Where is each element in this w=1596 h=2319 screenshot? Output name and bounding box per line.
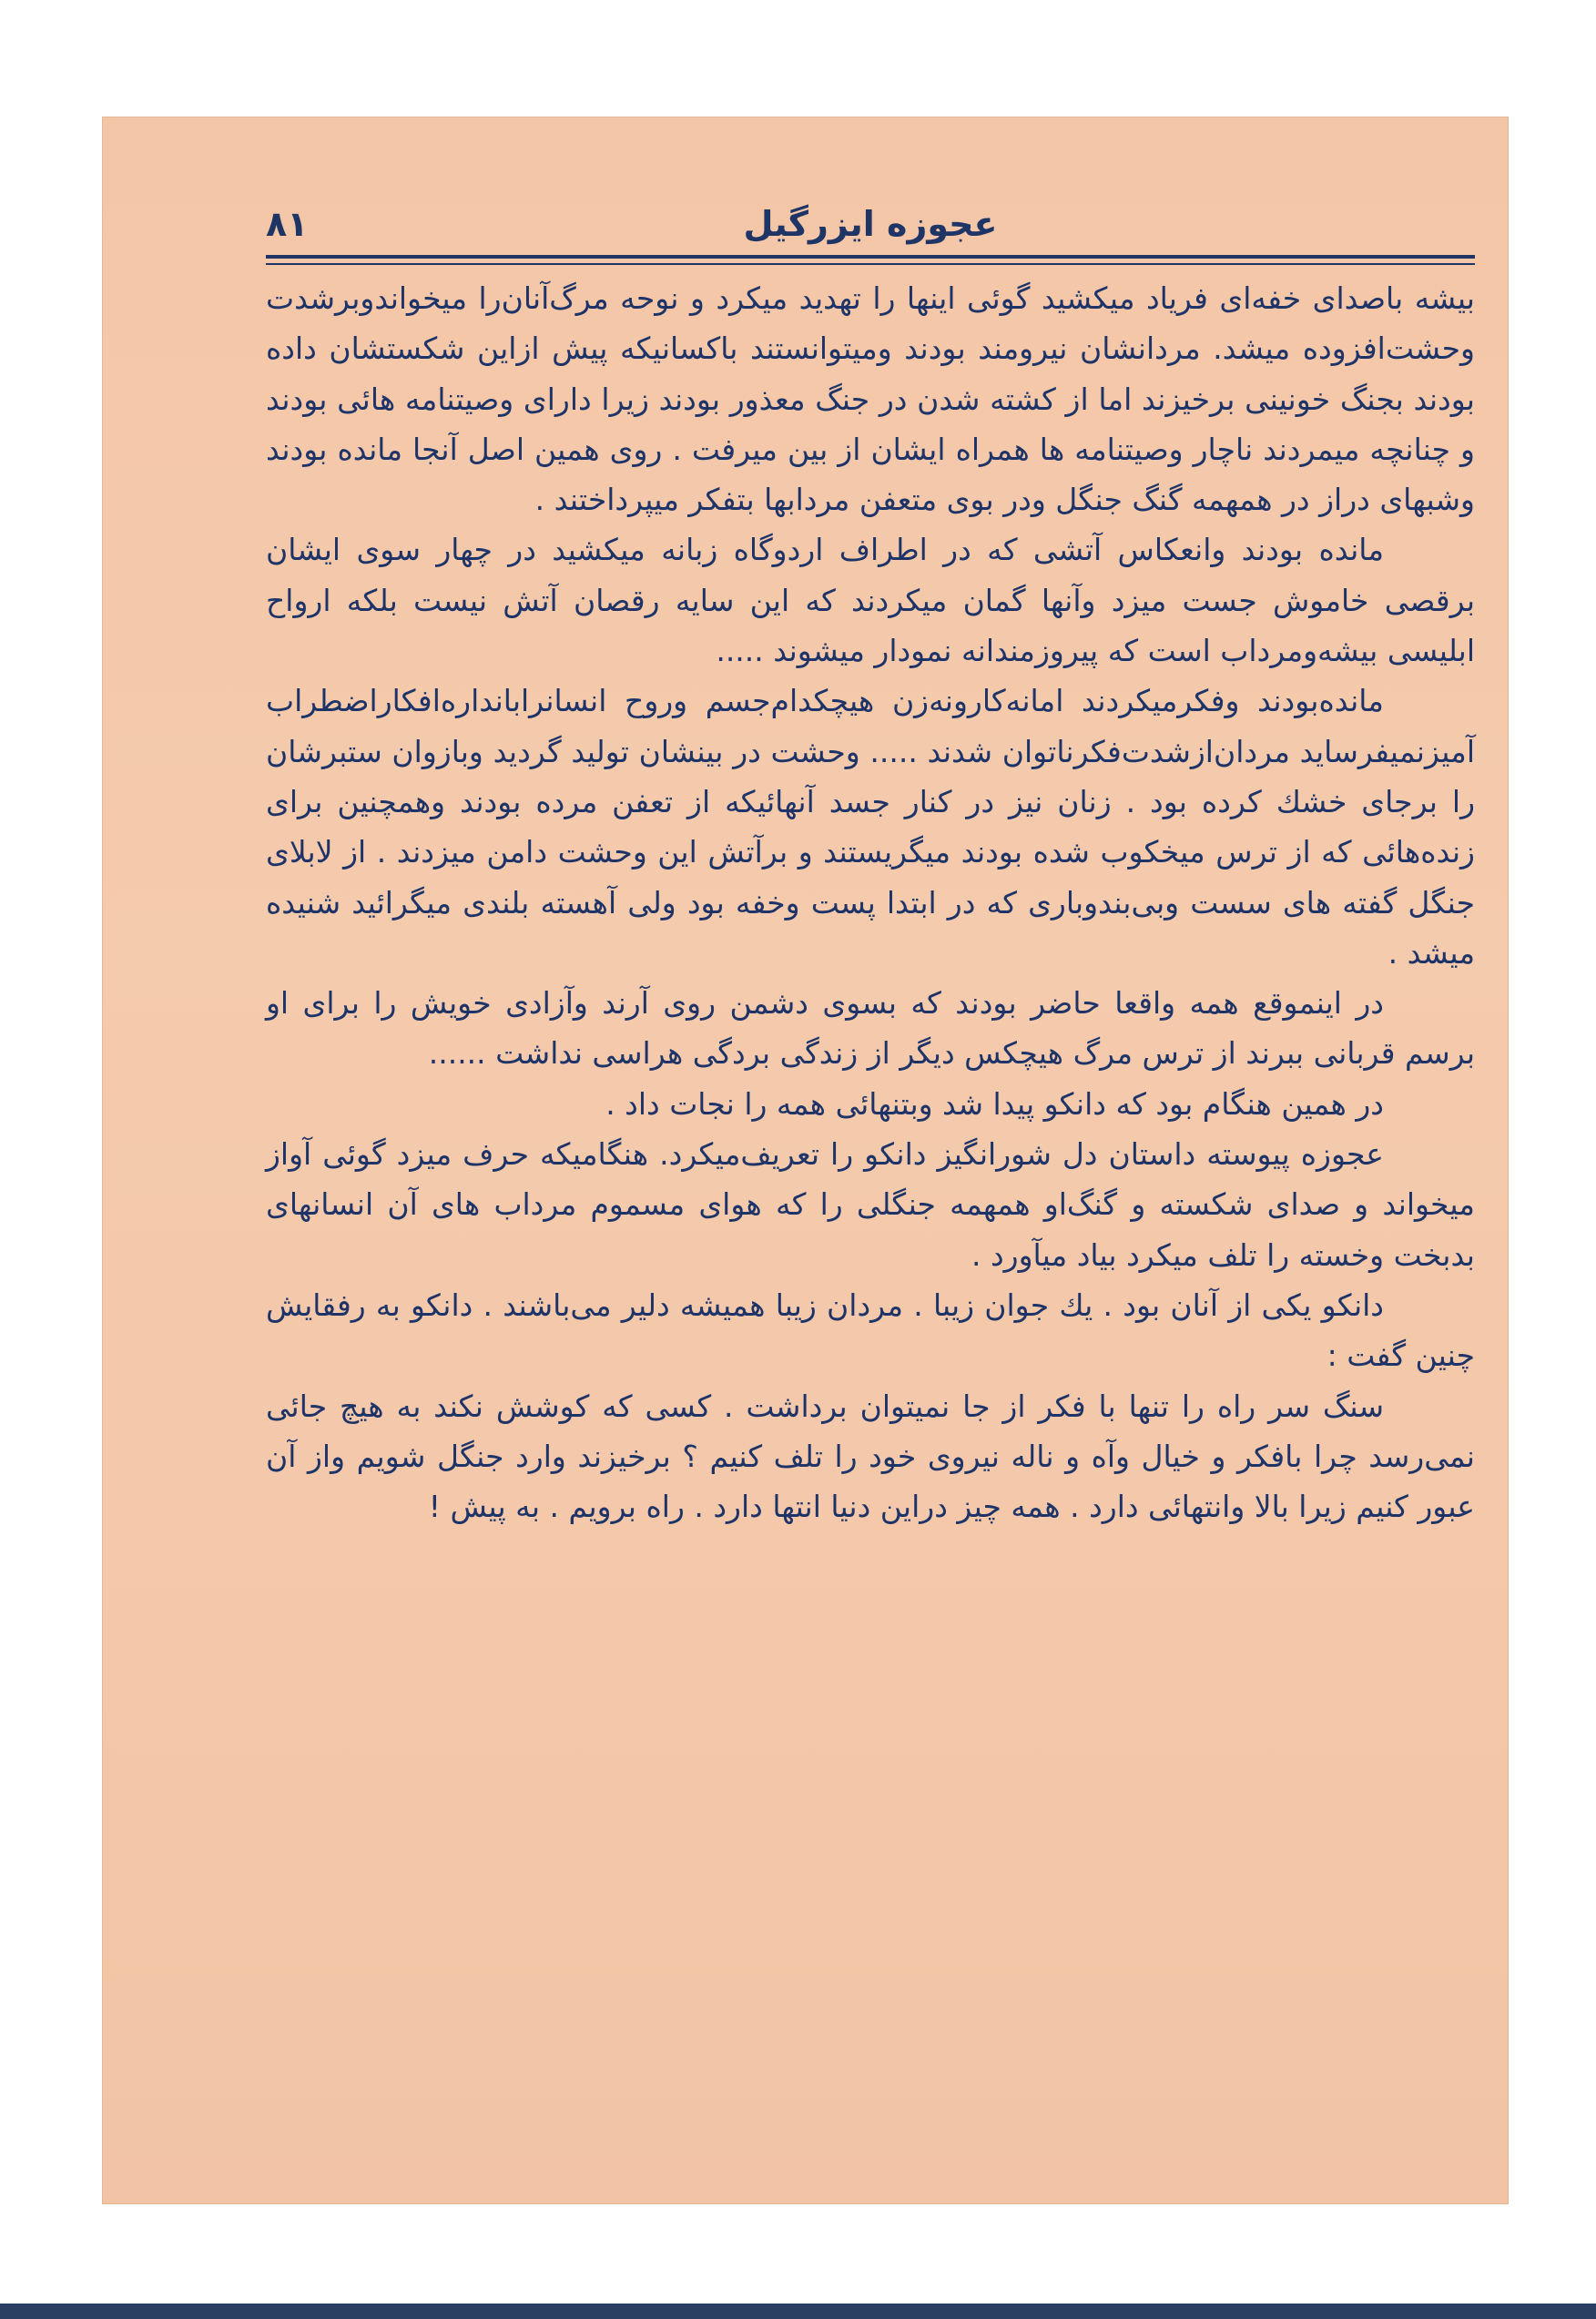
header-rule — [266, 255, 1475, 259]
paragraph: در اینموقع همه واقعا حاضر بودند که بسوی دشمن روی آرند وآزادی خویش را برای او برسم قربانی ببرند از ترس مرگ هیچکس دیگر از زندگی بردگی هراسی نداشت ...... — [266, 985, 1475, 1072]
paragraph: مانده‌بودند وفکرمیکردند امانه‌کارونه‌زن هیچکدام‌جسم وروح انسانرابانداره‌افکاراضطراب آمیزنمیفرساید مردان‌ازشدت‌فکرناتوان شدند ..... وحشت در بینشان تولید گردید وبازوان ستبرشان را برجای خشك کرده بود . زنان نیز در کنار جسد آنهائیکه از تعفن مرده بودند وهمچنین برای زنده‌هائی که از ترس میخکوب شده بودند میگریستند و برآتش این وحشت دامن میزدند . از لابلای جنگل گفته های سست وبی‌بندوباری که در ابتدا پست وخفه بود ولی آهسته بلندی میگرائید شنیده میشد . — [266, 683, 1475, 971]
paragraph: عجوزه پیوسته داستان دل شورانگیز دانکو را تعریف‌میکرد. هنگامیکه حرف میزد گوئی آواز میخواند و صدای شکسته و گنگ‌او همهمه جنگلی را که هوای مسموم مرداب های آن انسانهای بدبخت وخسته را تلف میکرد بیاد میآورد . — [266, 1136, 1475, 1273]
paragraph: دانکو یکی از آنان بود . یك جوان زیبا . مردان زیبا همیشه دلیر می‌باشند . دانکو به رفقایش چنین گفت : — [266, 1287, 1475, 1374]
header-rule-thin — [266, 263, 1475, 265]
body-text — [266, 273, 1475, 2076]
page-number: ۸۱ — [266, 204, 309, 244]
paragraph: در همین هنگام بود که دانکو پیدا شد وبتنهائی همه را نجات داد . — [605, 1085, 1384, 1122]
scanner-edge — [0, 2304, 1596, 2319]
paragraph: مانده بودند وانعکاس آتشی که در اطراف اردوگاه زبانه میکشید در چهار سوی ایشان برقصی خاموش جست میزد وآنها گمان میکردند که این سایه رقصان آتش نیست بلکه ارواح ابلیسی بیشه‌ومرداب است که پیروزمندانه نمودار میشوند ..... — [266, 532, 1475, 669]
paragraph: بیشه باصدای خفه‌ای فریاد میکشید گوئی اینها را تهدید میکرد و نوحه مرگ‌آنان‌را میخواندوبرشدت وحشت‌افزوده میشد. مردانشان نیرومند بودند ومیتوانستند باکسانیکه پیش ازاین شکستشان داده بودند بجنگ خونینی برخیزند اما از کشته شدن در جنگ معذور بودند زیرا دارای وصیتنامه هائی بودند و چنانچه میمردند ناچار وصیتنامه ها همراه ایشان از بین میرفت . روی همین اصل آنجا مانده بودند وشبهای دراز در همهمه گنگ جنگل ودر بوی متعفن مردابها بتفکر میپرداختند . — [266, 280, 1475, 518]
paragraph: سنگ سر راه را تنها با فکر از جا نمیتوان برداشت . کسی که کوشش نکند به هیچ جائی نمی‌رسد چرا بافکر و خیال وآه و ناله نیروی خود را تلف کنیم ؟ برخیزند وارد جنگل شویم واز آن عبور کنیم زیرا بالا وانتهائی دارد . همه چیز دراین دنیا انتها دارد . راه برویم . به پیش ! — [266, 1388, 1475, 1525]
page-header — [266, 204, 1475, 249]
page-title: عجوزه ایزرگیل — [743, 204, 998, 244]
